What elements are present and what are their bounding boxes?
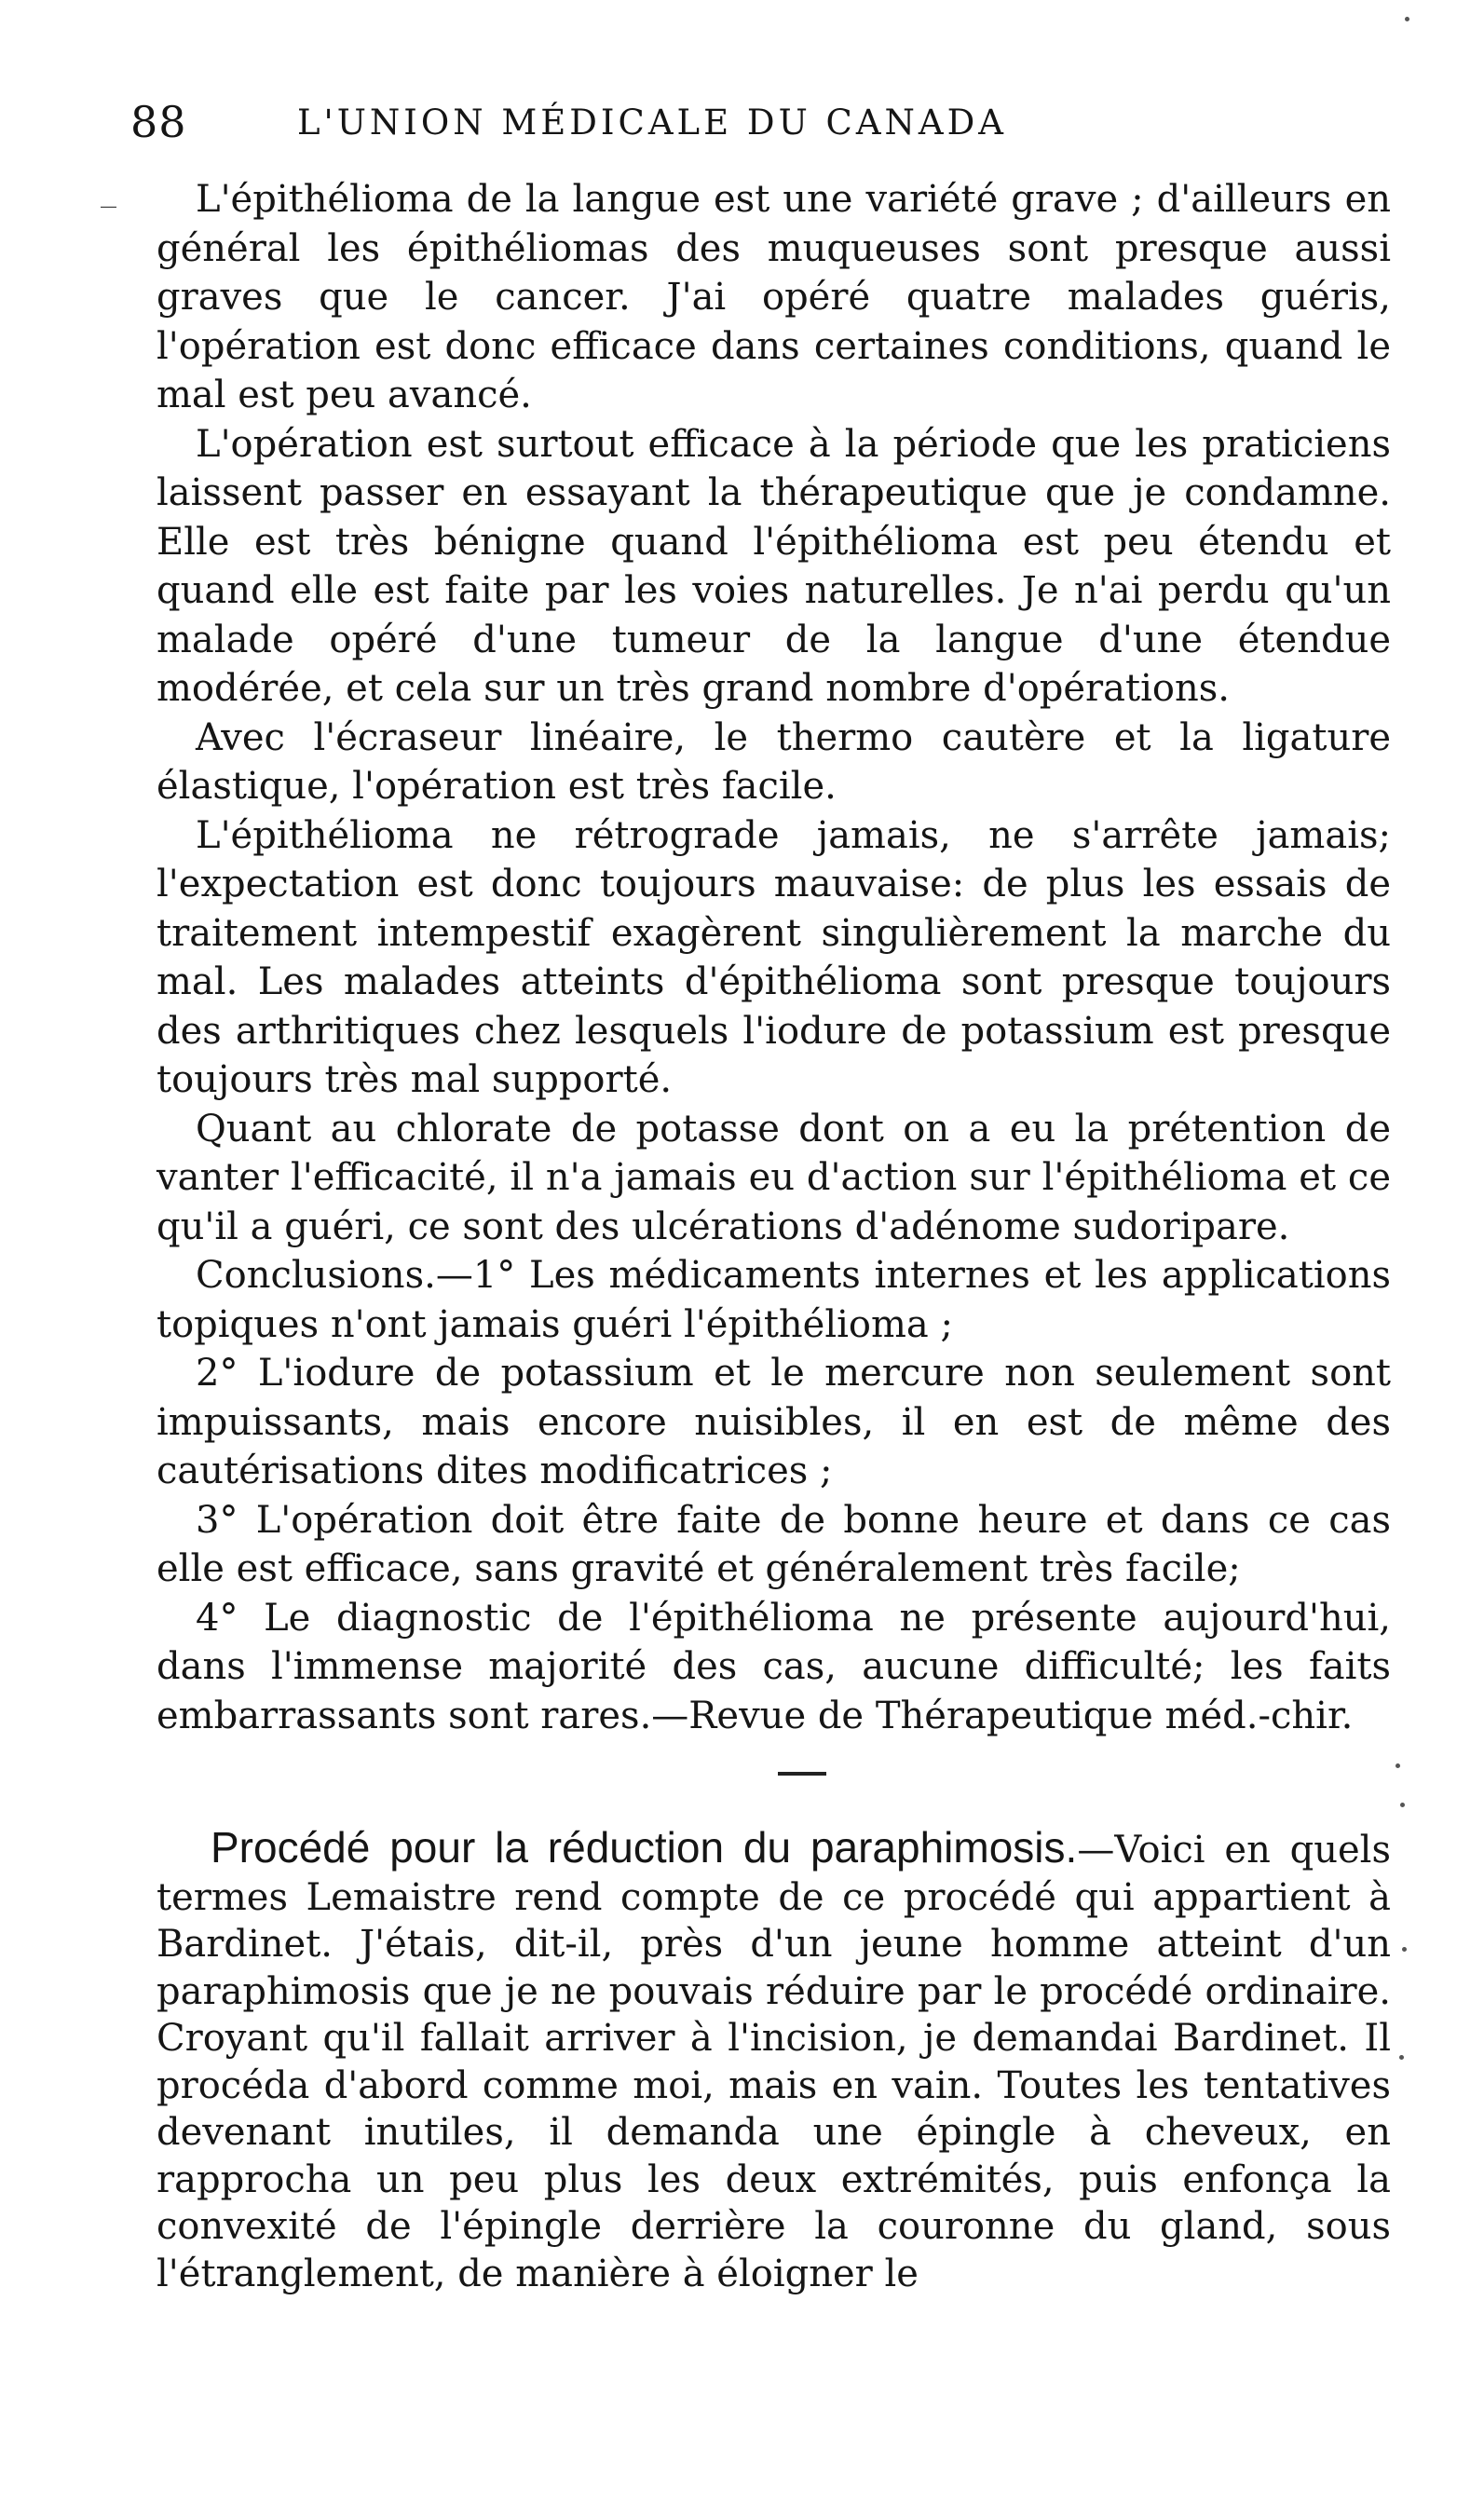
paragraph-conclusions: Conclusions.—1° Les médicaments internes et les applications topiques n'ont jamais guéri l'épithélioma ; <box>157 1254 1391 1346</box>
edge-dot <box>1400 1803 1405 1807</box>
paragraph: Avec l'écraseur linéaire, le thermo cautère et la ligature élastique, l'opération est très facile. <box>157 715 1391 808</box>
paragraph: L'épithélioma ne rétrograde jamais, ne s'arrête jamais; l'expectation est donc toujours mauvaise: de plus les essais de traitement intempestif exagèrent singulièrement la marche du mal. Les malades atteints d'épithélioma sont presque toujours des arthritiques chez lesquels l'iodure de potassium est presque toujours très mal supporté. <box>157 813 1391 1101</box>
paragraph <box>157 1824 1391 2297</box>
running-header <box>130 97 1397 153</box>
section-title: Procédé pour la réduction du paraphimosis. <box>211 1823 1078 1872</box>
section-body: —Voici en quels termes Lemaistre rend compte de ce procédé qui appartient à Bardinet. J'étais, dit-il, près d'un jeune homme atteint d'un paraphimosis que je ne pouvais réduire par le procédé ordinaire. Croyant qu'il fallait arriver à l'incision, je demandai Bardinet. Il procéda d'abord comme moi, mais en vain. Toutes les tentatives devenant inutiles, il demanda une épingle à cheveux, en rapprocha un peu plus les deux extrémités, puis enfonça la convexité de l'épingle derrière la couronne du gland, sous l'étranglement, de manière à éloigner le <box>157 1829 1391 2295</box>
running-title: L'UNION MÉDICALE DU CANADA <box>296 102 1008 143</box>
article-paraphimosis <box>157 1824 1391 2297</box>
paragraph: L'épithélioma de la langue est une variété grave ; d'ailleurs en général les épithéliomas des muqueuses sont presque aussi graves que le cancer. J'ai opéré quatre malades guéris, l'opération est donc efficace dans certaines conditions, quand le mal est peu avancé. <box>157 178 1391 416</box>
edge-dot <box>1399 2055 1404 2060</box>
page-number: 88 <box>130 97 187 147</box>
stray-mark: ‾ <box>101 201 116 238</box>
section-divider <box>778 1772 826 1776</box>
edge-dot <box>1405 17 1409 21</box>
edge-dot <box>1402 1947 1407 1952</box>
edge-dot <box>1396 1763 1400 1768</box>
paragraph: L'opération est surtout efficace à la période que les praticiens laissent passer en essayant la thérapeutique que je condamne. Elle est très bénigne quand l'épithélioma est peu étendu et quand elle est faite par les voies naturelles. Je n'ai perdu qu'un malade opéré d'une tumeur de la langue d'une étendue modérée, et cela sur un très grand nombre d'opérations. <box>157 422 1391 710</box>
paragraph: Quant au chlorate de potasse dont on a eu la prétention de vanter l'efficacité, il n'a jamais eu d'action sur l'épithélioma et ce qu'il a guéri, ce sont des ulcérations d'adénome sudoripare. <box>157 1107 1391 1248</box>
paragraph: 4° Le diagnostic de l'épithélioma ne présente aujourd'hui, dans l'immense majorité des cas, aucune difficulté; les faits embarrassants sont rares.—Revue de Thérapeutique méd.-chir. <box>157 1596 1391 1737</box>
paragraph: 2° L'iodure de potassium et le mercure non seulement sont impuissants, mais encore nuisibles, il en est de même des cautérisations dites modificatrices ; <box>157 1352 1391 1492</box>
article-epithelioma <box>157 175 1391 1740</box>
paragraph: 3° L'opération doit être faite de bonne heure et dans ce cas elle est efficace, sans gravité et généralement très facile; <box>157 1498 1391 1590</box>
